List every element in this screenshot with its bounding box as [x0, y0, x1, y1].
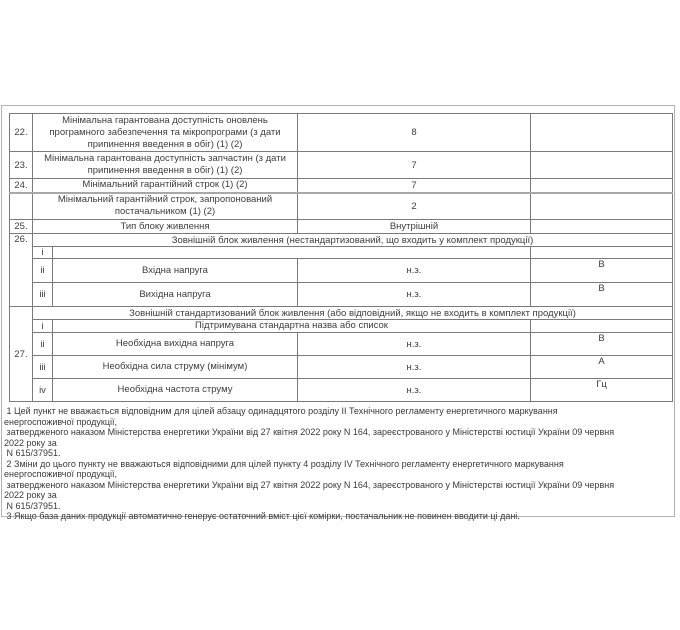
footnote-line: енергоспоживчої продукції, — [4, 469, 118, 479]
sub-index: i — [33, 247, 53, 259]
row-value: н.з. — [298, 259, 531, 283]
row-unit — [531, 152, 673, 179]
footnote-line: N 615/37951. — [4, 448, 61, 458]
row-number: 24. — [10, 179, 33, 193]
row-number — [10, 193, 33, 220]
row-number: 25. — [10, 220, 33, 234]
footnote-line: затвердженого наказом Міністерства енергетики України від 27 квітня 2022 року N 164, зареєстрованого у Міністерстві юстиції України 09 червня — [4, 427, 615, 437]
row-label: Вхідна напруга — [53, 259, 298, 283]
row-label: Мінімальна гарантована доступність оновлень програмного забезпечення та мікропрограми (з дати припинення введення в обіг) (1) (2) — [33, 114, 298, 152]
row-value: 2 — [298, 193, 531, 220]
row-label — [53, 247, 531, 259]
row-label: Мінімальна гарантована доступність запчастин (з дати припинення введення в обіг) (1) (2) — [33, 152, 298, 179]
sub-index: iii — [33, 356, 53, 379]
row-unit: В — [531, 333, 673, 356]
row-unit — [531, 320, 673, 333]
table-row — [10, 333, 673, 356]
row-label: Необхідна частота струму — [53, 379, 298, 402]
row-unit — [531, 220, 673, 234]
row-value: Внутрішній — [298, 220, 531, 234]
row-label: Мінімальний гарантійний строк, запропонований постачальником (1) (2) — [33, 193, 298, 220]
table-row — [10, 179, 673, 193]
row-number: 27. — [10, 307, 33, 402]
row-value: 7 — [298, 152, 531, 179]
row-value: н.з. — [298, 333, 531, 356]
table-row — [10, 152, 673, 179]
row-unit — [531, 114, 673, 152]
footnote-line: 1 Цей пункт не вважається відповідним для цілей абзацу одинадцятого розділу II Технічного регламенту енергетичного маркування — [4, 406, 558, 416]
sub-index: ii — [33, 259, 53, 283]
footnote-line: 2 Зміни до цього пункту не вважаються відповідними для цілей пункту 4 розділу IV Технічного регламенту енергетичного маркування — [4, 458, 564, 469]
product-info-table — [9, 113, 673, 402]
footnote-line: 2022 року за — [4, 437, 57, 448]
row-unit: Гц — [531, 379, 673, 402]
row-value: н.з. — [298, 356, 531, 379]
row-unit: В — [531, 283, 673, 307]
row-label: Необхідна вихідна напруга — [53, 333, 298, 356]
section-header: Зовнішній блок живлення (нестандартизований, що входить у комплект продукції) — [33, 234, 673, 247]
row-value: н.з. — [298, 379, 531, 402]
row-unit — [531, 193, 673, 220]
table-row — [10, 114, 673, 152]
table-row — [10, 220, 673, 234]
section-header: Зовнішній стандартизований блок живлення (або відповідний, якщо не входить в комплект продукції) — [33, 307, 673, 320]
row-label: Тип блоку живлення — [33, 220, 298, 234]
footnotes-block — [4, 406, 674, 522]
table-row — [10, 320, 673, 333]
footnote-line: 3 Якщо база даних продукції автоматично генерує остаточний вміст цієї комірки, постачальник не повинен вводити ці дані. — [4, 511, 520, 521]
row-unit: А — [531, 356, 673, 379]
row-unit — [531, 179, 673, 193]
table-row — [10, 247, 673, 259]
row-unit — [531, 247, 673, 259]
table-row — [10, 259, 673, 283]
sub-index: iii — [33, 283, 53, 307]
row-number: 26. — [10, 234, 33, 307]
table-row — [10, 356, 673, 379]
row-value: 7 — [298, 179, 531, 193]
row-unit: В — [531, 259, 673, 283]
footnote-line: затвердженого наказом Міністерства енергетики України від 27 квітня 2022 року N 164, зареєстрованого у Міністерстві юстиції України 09 червня — [4, 479, 615, 490]
footnote-line: N 615/37951. — [4, 500, 61, 511]
row-label: Вихідна напруга — [53, 283, 298, 307]
row-label: Підтримувана стандартна назва або список — [53, 320, 531, 333]
table-row — [10, 379, 673, 402]
sub-index: i — [33, 320, 53, 333]
row-number: 22. — [10, 114, 33, 152]
row-value: 8 — [298, 114, 531, 152]
table-row — [10, 283, 673, 307]
sub-index: iv — [33, 379, 53, 402]
table-row — [10, 193, 673, 220]
row-label: Необхідна сила струму (мінімум) — [53, 356, 298, 379]
row-value: н.з. — [298, 283, 531, 307]
footnote-line: енергоспоживчої продукції, — [4, 416, 118, 427]
row-label: Мінімальний гарантійний строк (1) (2) — [33, 179, 298, 193]
table-row — [10, 307, 673, 320]
table-row — [10, 234, 673, 247]
sub-index: ii — [33, 333, 53, 356]
row-number: 23. — [10, 152, 33, 179]
footnote-line: 2022 року за — [4, 490, 57, 500]
document-frame — [1, 105, 675, 521]
